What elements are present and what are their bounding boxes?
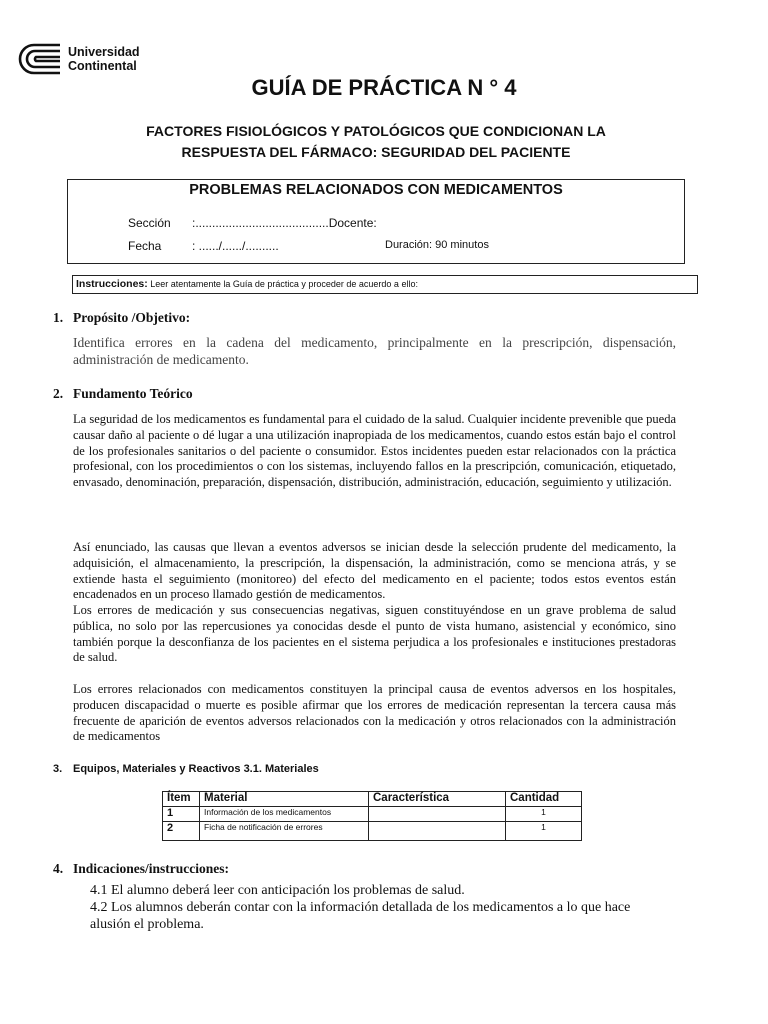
instructions-label: Instrucciones: xyxy=(76,278,148,290)
info-box-title: PROBLEMAS RELACIONADOS CON MEDICAMENTOS xyxy=(189,182,563,198)
section-1-heading xyxy=(53,310,190,326)
date-label: Fecha xyxy=(128,239,162,253)
section-2-paragraph-2: Así enunciado, las causas que llevan a eventos adversos se inician desde la selección prudente del medicamento, la adquisición, el almacenamiento, la prescripción, la dispensación, la administración, como se menciona atrás, y se extiende hasta el seguimiento (monitoreo) del efecto del medicamento en el paciente; todos estos eventos están encadenados en un proceso llamado gestión de medicamentos. xyxy=(73,540,676,602)
section-4-title: Indicaciones/instrucciones: xyxy=(73,861,230,876)
instructions-text: Leer atentamente la Guía de práctica y proceder de acuerdo a ello: xyxy=(147,279,418,289)
section-2-title: Fundamento Teórico xyxy=(73,386,193,401)
section-3-title: Equipos, Materiales y Reactivos 3.1. Materiales xyxy=(73,763,319,775)
section-1-number: 1. xyxy=(53,310,64,325)
cell-characteristic xyxy=(369,822,506,841)
logo-line-2: Continental xyxy=(68,59,137,73)
cell-quantity: 1 xyxy=(506,807,582,822)
cell-quantity: 1 xyxy=(506,822,582,841)
instruction-item-1: 4.1 El alumno deberá leer con anticipación los problemas de salud. xyxy=(90,883,465,898)
section-label: Sección xyxy=(128,216,171,230)
cell-item: 2 xyxy=(163,822,200,841)
cell-material: Ficha de notificación de errores xyxy=(200,822,369,841)
university-name xyxy=(68,45,140,73)
subtitle-line-2: RESPUESTA DEL FÁRMACO: SEGURIDAD DEL PACIENTE xyxy=(181,144,571,160)
table-header-row xyxy=(163,792,582,807)
logo-line-1: Universidad xyxy=(68,45,140,59)
cell-item: 1 xyxy=(163,807,200,822)
section-2-paragraph-4: Los errores relacionados con medicamentos constituyen la principal causa de eventos adversos en los hospitales, producen discapacidad o muerte es posible afirmar que los errores de medicación representan la tercera causa más frecuente de aparición de eventos adversos relacionados con la medicación y otros relacionados con la administración de medicamentos xyxy=(73,682,676,744)
cell-characteristic xyxy=(369,807,506,822)
section-4-heading xyxy=(53,861,229,877)
section-3-number: 3. xyxy=(53,763,63,775)
page-title: GUÍA DE PRÁCTICA N ° 4 xyxy=(251,75,517,100)
section-3-heading xyxy=(53,763,319,775)
section-2-number: 2. xyxy=(53,386,64,401)
section-1-title: Propósito /Objetivo: xyxy=(73,310,191,325)
table-row xyxy=(163,822,582,841)
section-2-heading xyxy=(53,386,193,402)
header-item: Ítem xyxy=(163,792,200,807)
instructions-box xyxy=(72,275,698,294)
cell-material: Información de los medicamentos xyxy=(200,807,369,822)
subtitle-line-1: FACTORES FISIOLÓGICOS Y PATOLÓGICOS QUE CONDICIONAN LA xyxy=(146,123,606,139)
page-subtitle xyxy=(100,121,652,163)
duration: Duración: 90 minutos xyxy=(385,239,489,251)
header-characteristic: Característica xyxy=(369,792,506,807)
section-1-text: Identifica errores en la cadena del medicamento, principalmente en la prescripción, dispensación, administración de medicamento. xyxy=(73,335,676,367)
section-4-number: 4. xyxy=(53,861,64,876)
section-2-paragraph-1: La seguridad de los medicamentos es fundamental para el cuidado de la salud. Cualquier incidente prevenible que pueda causar daño al paciente o dé lugar a una utilización inapropiada de los medicamentos, cuando estos están bajo el control de los profesionales sanitarios o del paciente o consumidor. Estos incidentes pueden estar relacionados con la práctica profesional, con los procedimientos o con los sistemas, incluyendo fallos en la prescripción, comunicación, etiquetado, envasado, denominación, preparación, dispensación, distribución, administración, educación, seguimiento y utilización. xyxy=(73,412,676,490)
section-2-paragraph-3: Los errores de medicación y sus consecuencias negativas, siguen constituyéndose en un grave problema de salud pública, no solo por las repercusiones ya conocidas desde el punto de vista humano, asistencial y económico, sino también porque la desconfianza de los pacientes en el sistema perjudica a los profesionales e instituciones prestadoras de salud. xyxy=(73,603,676,665)
section-value: :........................................Docente: xyxy=(192,216,377,230)
info-box xyxy=(67,179,685,264)
materials-table xyxy=(162,791,582,841)
header-material: Material xyxy=(200,792,369,807)
date-value: : ....../....../.......... xyxy=(192,239,279,253)
instruction-item-2: 4.2 Los alumnos deberán contar con la información detallada de los medicamentos a lo que hace alusión el problema. xyxy=(90,900,631,932)
table-row xyxy=(163,807,582,822)
header-quantity: Cantidad xyxy=(506,792,582,807)
